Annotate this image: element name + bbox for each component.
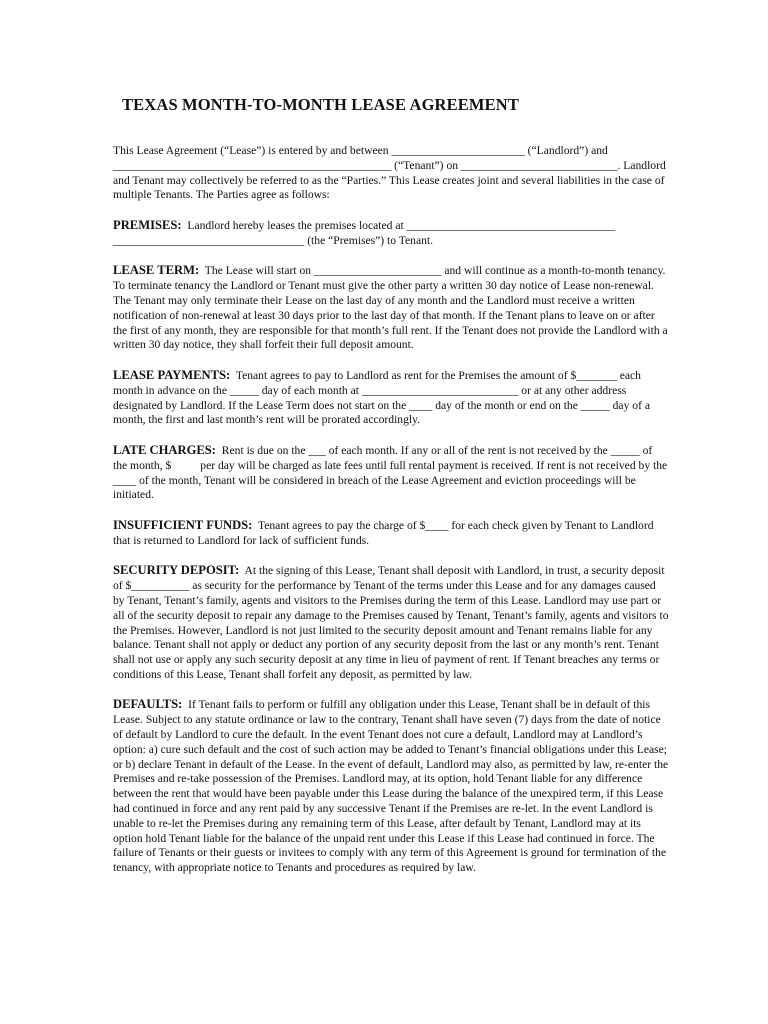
lease-term-heading: LEASE TERM: bbox=[113, 263, 200, 278]
document-title: TEXAS MONTH-TO-MONTH LEASE AGREEMENT bbox=[122, 95, 520, 114]
late-fee-blank bbox=[171, 459, 200, 472]
insufficient-funds-section bbox=[113, 518, 669, 549]
premises-heading: PREMISES: bbox=[113, 217, 182, 232]
lease-term-text: The Lease will start on ______________________ and will continue as a month-to-month tenancy. To terminate tenancy the Landlord or Tenant must give the other party a written 30 day notice of Lease non-renewal. The Tenant may only terminate their Lease on the last day of any month and the Landlord must receive a written notification of non-renewal at least 30 days prior to the last day of that month. If the Tenant plans to leave on or after the first of any month, they are responsible for that month’s full rent. If the Tenant does not provide the Landlord with a written 30 day notice, they shall forfeit their full deposit amount. bbox=[113, 264, 668, 352]
late-charges-section bbox=[113, 443, 669, 503]
premises-section bbox=[113, 218, 669, 249]
insufficient-funds-text: Tenant agrees to pay the charge of $____ for each check given by Tenant to Landlord that is returned to Landlord for lack of sufficient funds. bbox=[113, 518, 654, 547]
late-charges-text-b: per day will be charged as late fees until full rental payment is received. If rent is not received by the ____ of the month, Tenant will be considered in breach of the Lease Agreement and eviction proceedings will be initiated. bbox=[113, 458, 668, 502]
insufficient-funds-heading: INSUFFICIENT FUNDS: bbox=[113, 517, 253, 532]
lease-term-section bbox=[113, 263, 669, 353]
lease-payments-heading: LEASE PAYMENTS: bbox=[113, 367, 231, 382]
document-body bbox=[113, 144, 669, 891]
intro-paragraph: This Lease Agreement (“Lease”) is entered by and between _______________________ (“Landlord”) and ________________________________________________ (“Tenant”) on ___________________________. Landlord and Tenant may collectively be referred to as the “Parties.” This Lease creates joint and several liabilities in the case of multiple Tenants. The Parties agree as follows: bbox=[113, 144, 666, 202]
lease-payments-section bbox=[113, 368, 669, 428]
security-deposit-text: At the signing of this Lease, Tenant shall deposit with Landlord, in trust, a security deposit of $__________ as security for the performance by Tenant of the terms under this Lease and for any damages caused by Tenant, Tenant’s family, agents and visitors to the Premises during the term of this Lease. Landlord may use part or all of the security deposit to repair any damage to the Premises caused by Tenant, Tenant’s family, agents and visitors to the Premises. However, Landlord is not just limited to the security deposit amount and Tenant remains liable for any balance. Tenant shall not apply or deduct any portion of any security deposit from the last or any month’s rent. Tenant shall not use or apply any such security deposit at any time in lieu of payment of rent. If Tenant breaches any terms or conditions of this Lease, Tenant shall forfeit any deposit, as permitted by law. bbox=[113, 564, 669, 681]
late-charges-heading: LATE CHARGES: bbox=[113, 442, 216, 457]
security-deposit-section bbox=[113, 563, 669, 682]
premises-text: Landlord hereby leases the premises located at ____________________________________ _________________________________ (the “Premises”) to Tenant. bbox=[113, 218, 616, 247]
defaults-heading: DEFAULTS: bbox=[113, 697, 183, 712]
security-deposit-heading: SECURITY DEPOSIT: bbox=[113, 563, 240, 578]
lease-payments-text: Tenant agrees to pay to Landlord as rent for the Premises the amount of $_______ each month in advance on the _____ day of each month at ___________________________ or at any other address designated by Landlord. If the Lease Term does not start on the ____ day of the month or end on the _____ day of a month, the first and last month’s rent will be prorated accordingly. bbox=[113, 368, 650, 427]
defaults-section bbox=[113, 697, 669, 876]
defaults-text: If Tenant fails to perform or fulfill any obligation under this Lease, Tenant shall be in default of this Lease. Subject to any statute ordinance or law to the contrary, Tenant shall have seven (7) days from the date of notice of default by Landlord to cure the default. In the event Tenant does not cure a default, Landlord may at Landlord’s option: a) cure such default and the cost of such action may be added to Tenant’s financial obligations under this Lease; or b) declare Tenant in default of the Lease. In the event of default, Landlord may also, as permitted by law, re-enter the Premises and re-take possession of the Premises. Landlord may, at its option, hold Tenant liable for any difference between the rent that would have been payable under this Lease during the balance of the unexpired term, if this Lease had continued in force and any rent paid by any successive Tenant if the Premises are re-let. In the event Landlord is unable to re-let the Premises during any remaining term of this Lease, after default by Tenant, Landlord may at its option hold Tenant liable for the balance of the unpaid rent under this Lease if this Lease had continued in force. The failure of Tenants or their guests or invitees to comply with any term of this Agreement is ground for termination of the tenancy, with appropriate notice to Tenants and procedures as required by law. bbox=[113, 698, 669, 875]
late-charges-text-a: Rent is due on the ___ of each month. If any or all of the rent is not received by the _____ of the month, $ bbox=[113, 443, 653, 472]
